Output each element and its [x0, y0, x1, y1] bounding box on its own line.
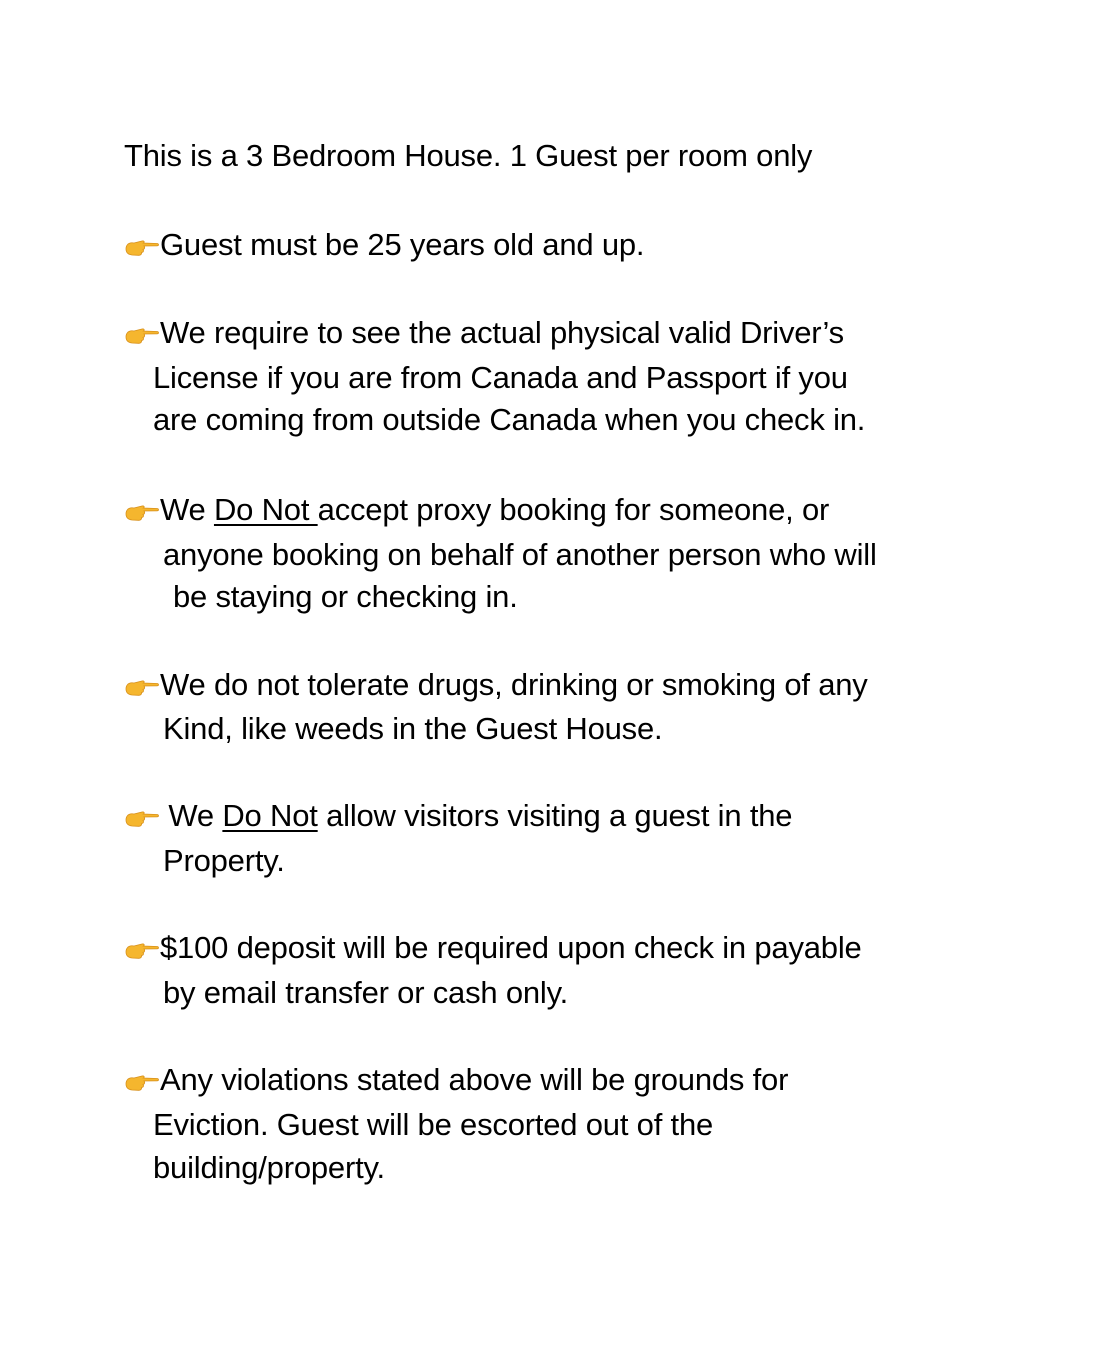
- backhand-index-pointing-right-icon: [124, 233, 160, 257]
- emphasis-do-not: Do Not: [222, 798, 318, 833]
- backhand-index-pointing-right-icon: [124, 936, 160, 960]
- backhand-index-pointing-right-icon: [124, 498, 160, 522]
- emphasis-do-not: Do Not: [213, 492, 318, 527]
- rule-line: We Do Not accept proxy booking for someone, or: [124, 492, 829, 528]
- rule-line: Eviction. Guest will be escorted out of the: [153, 1107, 714, 1142]
- rule-line: Kind, like weeds in the Guest House.: [163, 711, 663, 746]
- backhand-index-pointing-right-icon: [124, 321, 160, 345]
- rule-line: anyone booking on behalf of another person who will: [163, 537, 877, 572]
- rule-line: be staying or checking in.: [173, 579, 518, 614]
- backhand-index-pointing-right-icon: [124, 1068, 160, 1092]
- rule-line: Property.: [163, 843, 285, 878]
- rule-line: Any violations stated above will be grounds for: [124, 1062, 788, 1098]
- rule-line: License if you are from Canada and Passport if you: [153, 360, 848, 395]
- rule-line: We Do Not allow visitors visiting a guest in the: [124, 798, 792, 834]
- rule-line: $100 deposit will be required upon check in payable: [124, 930, 862, 966]
- page-title: This is a 3 Bedroom House. 1 Guest per room only: [124, 138, 813, 173]
- backhand-index-pointing-right-icon: [124, 804, 160, 828]
- rule-line: We do not tolerate drugs, drinking or smoking of any: [124, 667, 868, 703]
- backhand-index-pointing-right-icon: [124, 673, 160, 697]
- rule-line: We require to see the actual physical valid Driver’s: [124, 315, 844, 351]
- rule-line: by email transfer or cash only.: [163, 975, 569, 1010]
- rule-line: Guest must be 25 years old and up.: [124, 227, 644, 263]
- rule-line: building/property.: [153, 1150, 385, 1185]
- rule-line: are coming from outside Canada when you check in.: [153, 402, 866, 437]
